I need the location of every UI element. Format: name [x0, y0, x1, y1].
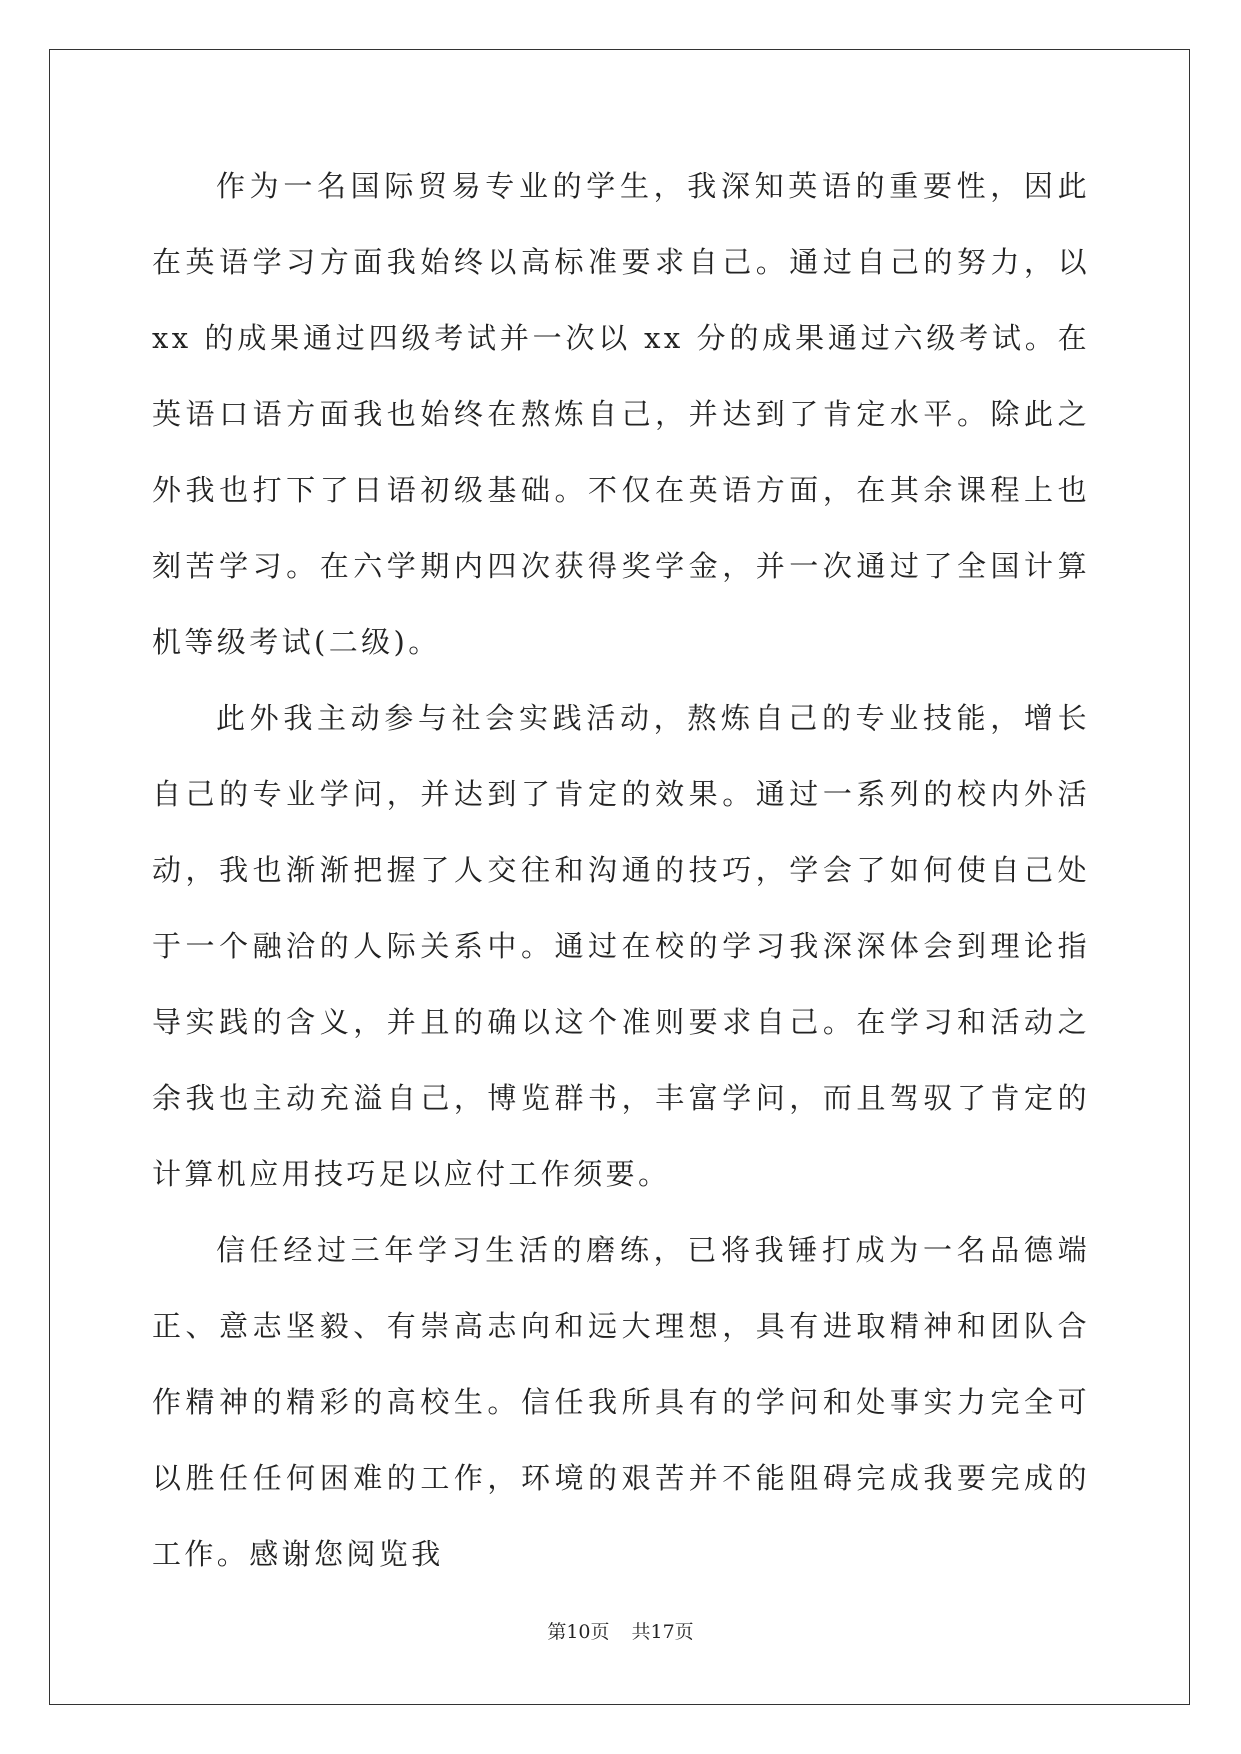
paragraph-1: 作为一名国际贸易专业的学生，我深知英语的重要性，因此在英语学习方面我始终以高标准要求自己。通过自己的努力，以 xx 的成果通过四级考试并一次以 xx 分的成果通过六级考试。在英语口语方面我也始终在熬炼自己，并达到了肯定水平。除此之外我也打下了日语初级基础。不仅在英语方面，在其余课程上也刻苦学习。在六学期内四次获得奖学金，并一次通过了全国计算机等级考试(二级)。 — [152, 169, 1090, 659]
paragraph-3: 信任经过三年学习生活的磨练，已将我锤打成为一名品德端正、意志坚毅、有崇高志向和远大理想，具有进取精神和团队合作精神的精彩的高校生。信任我所具有的学问和处事实力完全可以胜任任何困难的工作，环境的艰苦并不能阻碍完成我要完成的工作。感谢您阅览我 — [152, 1233, 1090, 1571]
page-number: 第10页 — [547, 1621, 610, 1643]
document-body — [152, 148, 1090, 1592]
page-footer — [0, 1617, 1241, 1644]
paragraph-2: 此外我主动参与社会实践活动，熬炼自己的专业技能，增长自己的专业学问，并达到了肯定的效果。通过一系列的校内外活动，我也渐渐把握了人交往和沟通的技巧，学会了如何使自己处于一个融洽的人际关系中。通过在校的学习我深深体会到理论指导实践的含义，并且的确以这个准则要求自己。在学习和活动之余我也主动充溢自己，博览群书，丰富学问，而且驾驭了肯定的计算机应用技巧足以应付工作须要。 — [152, 701, 1090, 1191]
page-total: 共17页 — [631, 1621, 694, 1643]
